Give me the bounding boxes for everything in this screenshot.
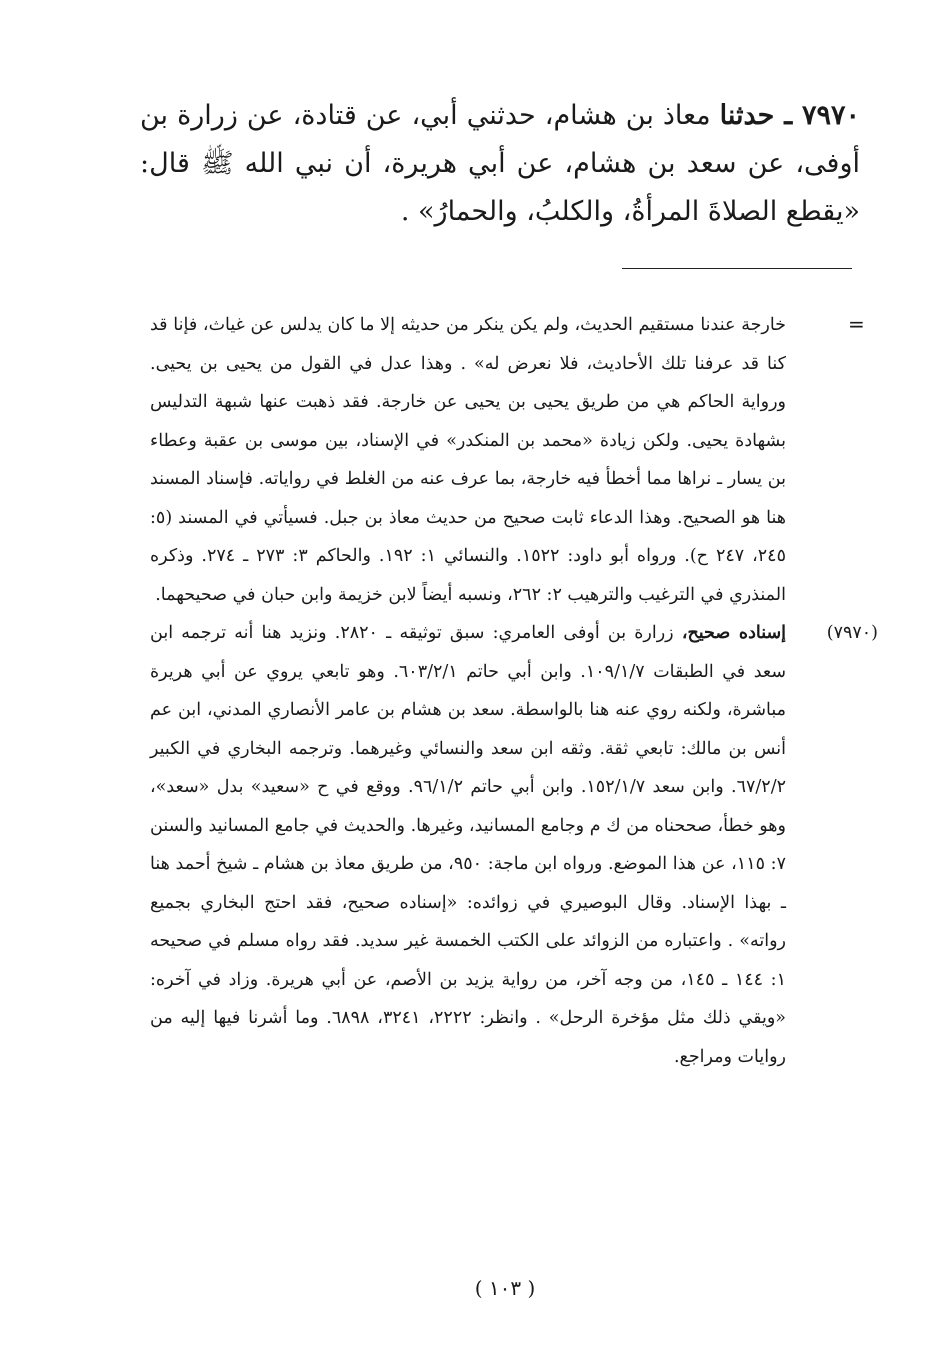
continuation-mark: = xyxy=(848,312,865,336)
footnote-separator xyxy=(622,268,852,269)
hadith-dash: ـ xyxy=(774,100,802,131)
hadith-number: ٧٩٧٠ xyxy=(801,100,860,131)
footnote-7970 xyxy=(150,614,878,1076)
hadith-lead-word: حدثنا xyxy=(719,100,775,131)
footnotes-block xyxy=(150,306,878,1076)
hadith-body: معاذ بن هشام، حدثني أبي، عن قتادة، عن زرارة بن أوفى، عن سعد بن هشام، عن أبي هريرة، أن نبي الله ﷺ قال: «يقطع الصلاةَ المرأةُ، والكلبُ، والحمارُ» . xyxy=(140,100,860,227)
footnote-number: (٧٩٧٠) xyxy=(826,623,878,643)
footnote-continued: خارجة عندنا مستقيم الحديث، ولم يكن ينكر من حديثه إلا ما كان يدلس عن غياث، فإنا قد كنا قد عرفنا تلك الأحاديث، فلا نعرض له» . وهذا عدل في القول من يحيى بن يحيى. ورواية الحاكم هي من طريق يحيى بن يحيى عن خارجة. فقد ذهبت عنها شبهة التدليس بشهادة يحيى. ولكن زيادة «محمد بن المنكدر» في الإسناد، بين موسى بن عقبة وعطاء بن يسار ـ نراها مما أخطأ فيه خارجة، بما عرف عنه من الغلط في رواياته. فإسناد المسند هنا هو الصحيح. وهذا الدعاء ثابت صحيح من حديث معاذ بن جبل. فسيأتي في المسند (٥: ٢٤٥، ٢٤٧ ح). ورواه أبو داود: ١٥٢٢. والنسائي ١: ١٩٢. والحاكم ٣: ٢٧٣ ـ ٢٧٤. وذكره المنذري في الترغيب والترهيب ٢: ٢٦٢، ونسبه أيضاً لابن خزيمة وابن حبان في صحيحهما. xyxy=(150,315,786,605)
footnote-body: زرارة بن أوفى العامري: سبق توثيقه ـ ٢٨٢٠. ونزيد هنا أنه ترجمه ابن سعد في الطبقات ١٠٩/١/٧. وابن أبي حاتم ٦٠٣/٢/١. وهو تابعي يروي عن أبي هريرة مباشرة، ولكنه روي عنه هنا بالواسطة. سعد بن هشام بن عامر الأنصاري المدني، ابن عم أنس بن مالك: تابعي ثقة. وثقه ابن سعد والنسائي وغيرهما. وترجمه البخاري في الكبير ٦٧/٢/٢. وابن سعد ١٥٢/١/٧. وابن أبي حاتم ٩٦/١/٢. ووقع في ح «سعيد» بدل «سعد»، وهو خطأ، صححناه من ك م وجامع المسانيد، وغيرها. والحديث في جامع المسانيد والسنن ٧: ١١٥، عن هذا الموضع. ورواه ابن ماجة: ٩٥٠، من طريق معاذ بن هشام ـ شيخ أحمد هنا ـ بهذا الإسناد. وقال البوصيري في زوائده: «إسناده صحيح، فقد احتج البخاري بجميع رواته» . واعتباره من الزوائد على الكتب الخمسة غير سديد. فقد رواه مسلم في صحيحه ١: ١٤٤ ـ ١٤٥، من وجه آخر، من رواية يزيد بن الأصم، عن أبي هريرة. وزاد في آخره: «ويقي ذلك مثل مؤخرة الرحل» . وانظر: ٢٢٢٢، ٣٢٤١، ٦٨٩٨. وما أشرنا فيها إليه من روايات ومراجع. xyxy=(150,623,787,1067)
hadith-text-block xyxy=(140,92,860,236)
page-number: ( ١٠٣ ) xyxy=(474,1276,536,1300)
footnote-lead: إسناده صحيح، xyxy=(681,623,787,643)
